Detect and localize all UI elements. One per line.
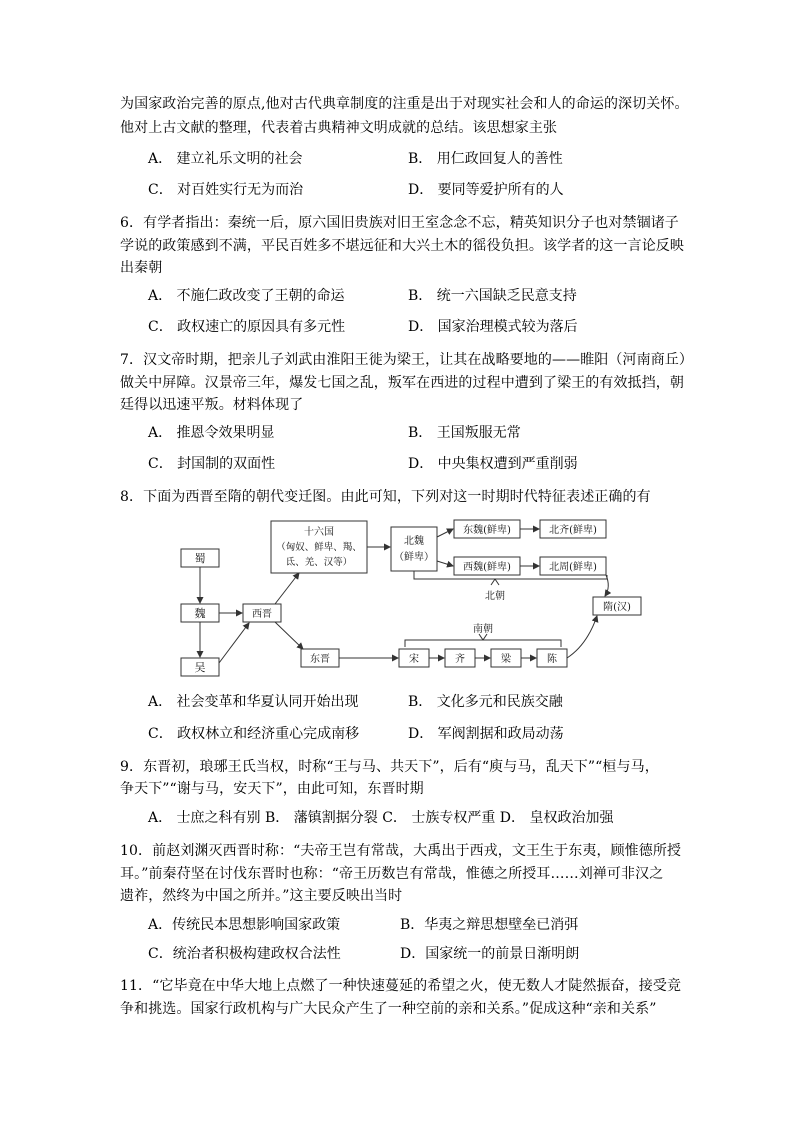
q6-option-a: A． 不施仁政改变了王朝的命运 xyxy=(148,288,345,304)
label-dongjin: 东晋 xyxy=(310,654,330,665)
q6-text-line: 学说的政策感到不满，平民百姓多不堪远征和大兴土木的徭役负担。该学者的这一言论反映 xyxy=(120,238,684,254)
label-wei: 魏 xyxy=(194,607,206,620)
q10-option-a: A．传统民本思想影响国家政策 xyxy=(148,917,341,933)
dynasty-change-diagram xyxy=(175,515,631,683)
q8-option-b: B． 文化多元和民族交融 xyxy=(408,694,563,710)
label-qi: 齐 xyxy=(455,654,465,665)
q6-text-line: 出秦朝 xyxy=(120,260,163,276)
q7-option-a: A． 推恩令效果明显 xyxy=(148,425,275,441)
label-beiqi: 北齐(鲜卑) xyxy=(549,525,597,536)
label-sui: 隋(汉) xyxy=(603,602,631,613)
q8-text-line: 8．下面为西晋至隋的朝代变迁图。由此可知，下列对这一时期时代特征表述正确的有 xyxy=(120,489,651,505)
q10-text-line: 耳。”前秦苻坚在讨伐东晋时也称：“帝王历数岂有常哉，惟德之所授耳……刘禅可非汉之 xyxy=(120,866,664,882)
q5-option-b: B． 用仁政回复人的善性 xyxy=(408,151,563,167)
q7-option-d: D． 中央集权遭到严重削弱 xyxy=(408,456,578,472)
q8-option-a: A． 社会变革和华夏认同开始出现 xyxy=(148,694,359,710)
label-sixteen-title: 十六国 xyxy=(304,527,334,538)
q6-text-line: 6．有学者指出：秦统一后，原六国旧贵族对旧王室念念不忘，精英知识分子也对禁锢诸子 xyxy=(120,215,679,231)
label-sixteen-peoples: 氐、羌、汉等） xyxy=(285,557,353,568)
q5-option-c: C． 对百姓实行无为而治 xyxy=(148,182,304,198)
q6-option-c: C． 政权速亡的原因具有多元性 xyxy=(148,319,346,335)
q10-option-d: D．国家统一的前景日渐明朗 xyxy=(400,946,580,962)
label-song: 宋 xyxy=(409,654,419,665)
q8-option-c: C． 政权林立和经济重心完成南移 xyxy=(148,726,360,742)
label-beiwei-xianbei: （鲜卑） xyxy=(394,552,434,563)
q5-text-line: 他对上古文献的整理，代表着古典精神文明成就的总结。该思想家主张 xyxy=(120,120,558,136)
q5-option-a: A． 建立礼乐文明的社会 xyxy=(148,151,303,167)
q5-text-line: 为国家政治完善的原点,他对古代典章制度的注重是出于对现实社会和人的命运的深切关怀。 xyxy=(120,96,689,112)
q7-option-b: B． 王国叛服无常 xyxy=(408,425,521,441)
q9-text-line: 争天下”“谢与马，安天下”，由此可知，东晋时期 xyxy=(120,781,424,797)
box-beiwei xyxy=(391,527,437,571)
q10-text-line: 遗祚，然终为中国之所并。”这主要反映出当时 xyxy=(120,888,403,904)
q11-text-line: 争和挑选。国家行政机构与广大民众产生了一种空前的亲和关系。”促成这种“亲和关系” xyxy=(120,1001,657,1017)
label-wu: 吴 xyxy=(194,661,206,674)
q7-text-line: 做关中屏障。汉景帝三年，爆发七国之乱，叛军在西进的过程中遭到了梁王的有效抵挡，朝 xyxy=(120,375,684,391)
q5-option-d: D． 要同等爱护所有的人 xyxy=(408,182,564,198)
label-sixteen-peoples: （匈奴、鲜卑、羯、 xyxy=(276,542,362,553)
q6-option-b: B． 统一六国缺乏民意支持 xyxy=(408,288,577,304)
q6-option-d: D． 国家治理模式较为落后 xyxy=(408,319,578,335)
q10-text-line: 10．前赵刘渊灭西晋时称：“夫帝王岂有常哉，大禹出于西戎，文王生于东夷，顾惟德所授 xyxy=(120,843,682,859)
q7-text-line: 7．汉文帝时期，把亲儿子刘武由淮阳王徙为梁王，让其在战略要地的——睢阳（河南商丘） xyxy=(120,352,694,368)
q10-option-b: B．华夷之辩思想壁垒已消弭 xyxy=(400,917,579,933)
q10-option-c: C．统治者积极构建政权合法性 xyxy=(148,946,341,962)
q11-text-line: 11．“它毕竟在中华大地上点燃了一种快速蔓延的希望之火，使无数人才陡然振奋，接受竞 xyxy=(120,978,682,994)
label-dongwei: 东魏(鲜卑) xyxy=(463,525,511,536)
label-beichao: 北朝 xyxy=(485,591,505,602)
label-liang: 梁 xyxy=(501,654,511,665)
q7-option-c: C． 封国制的双面性 xyxy=(148,456,276,472)
q8-option-d: D． 军阀割据和政局动荡 xyxy=(408,726,564,742)
label-nanchao: 南朝 xyxy=(473,624,493,635)
label-xijin: 西晋 xyxy=(252,609,272,620)
q9-text-line: 9．东晋初，琅琊王氏当权，时称“王与马、共天下”，后有“庾与马，乱天下”“桓与马， xyxy=(120,759,659,775)
label-beiwei: 北魏 xyxy=(404,536,424,547)
label-chen: 陈 xyxy=(547,654,557,665)
q7-text-line: 廷得以迅速平叛。材料体现了 xyxy=(120,397,304,413)
label-xiwei: 西魏(鲜卑) xyxy=(463,562,511,573)
label-beizhou: 北周(鲜卑) xyxy=(549,562,597,573)
label-shu: 蜀 xyxy=(194,552,206,565)
q9-options: A． 士庶之科有别 B． 藩镇割据分裂 C． 士族专权严重 D． 皇权政治加强 xyxy=(148,810,614,826)
